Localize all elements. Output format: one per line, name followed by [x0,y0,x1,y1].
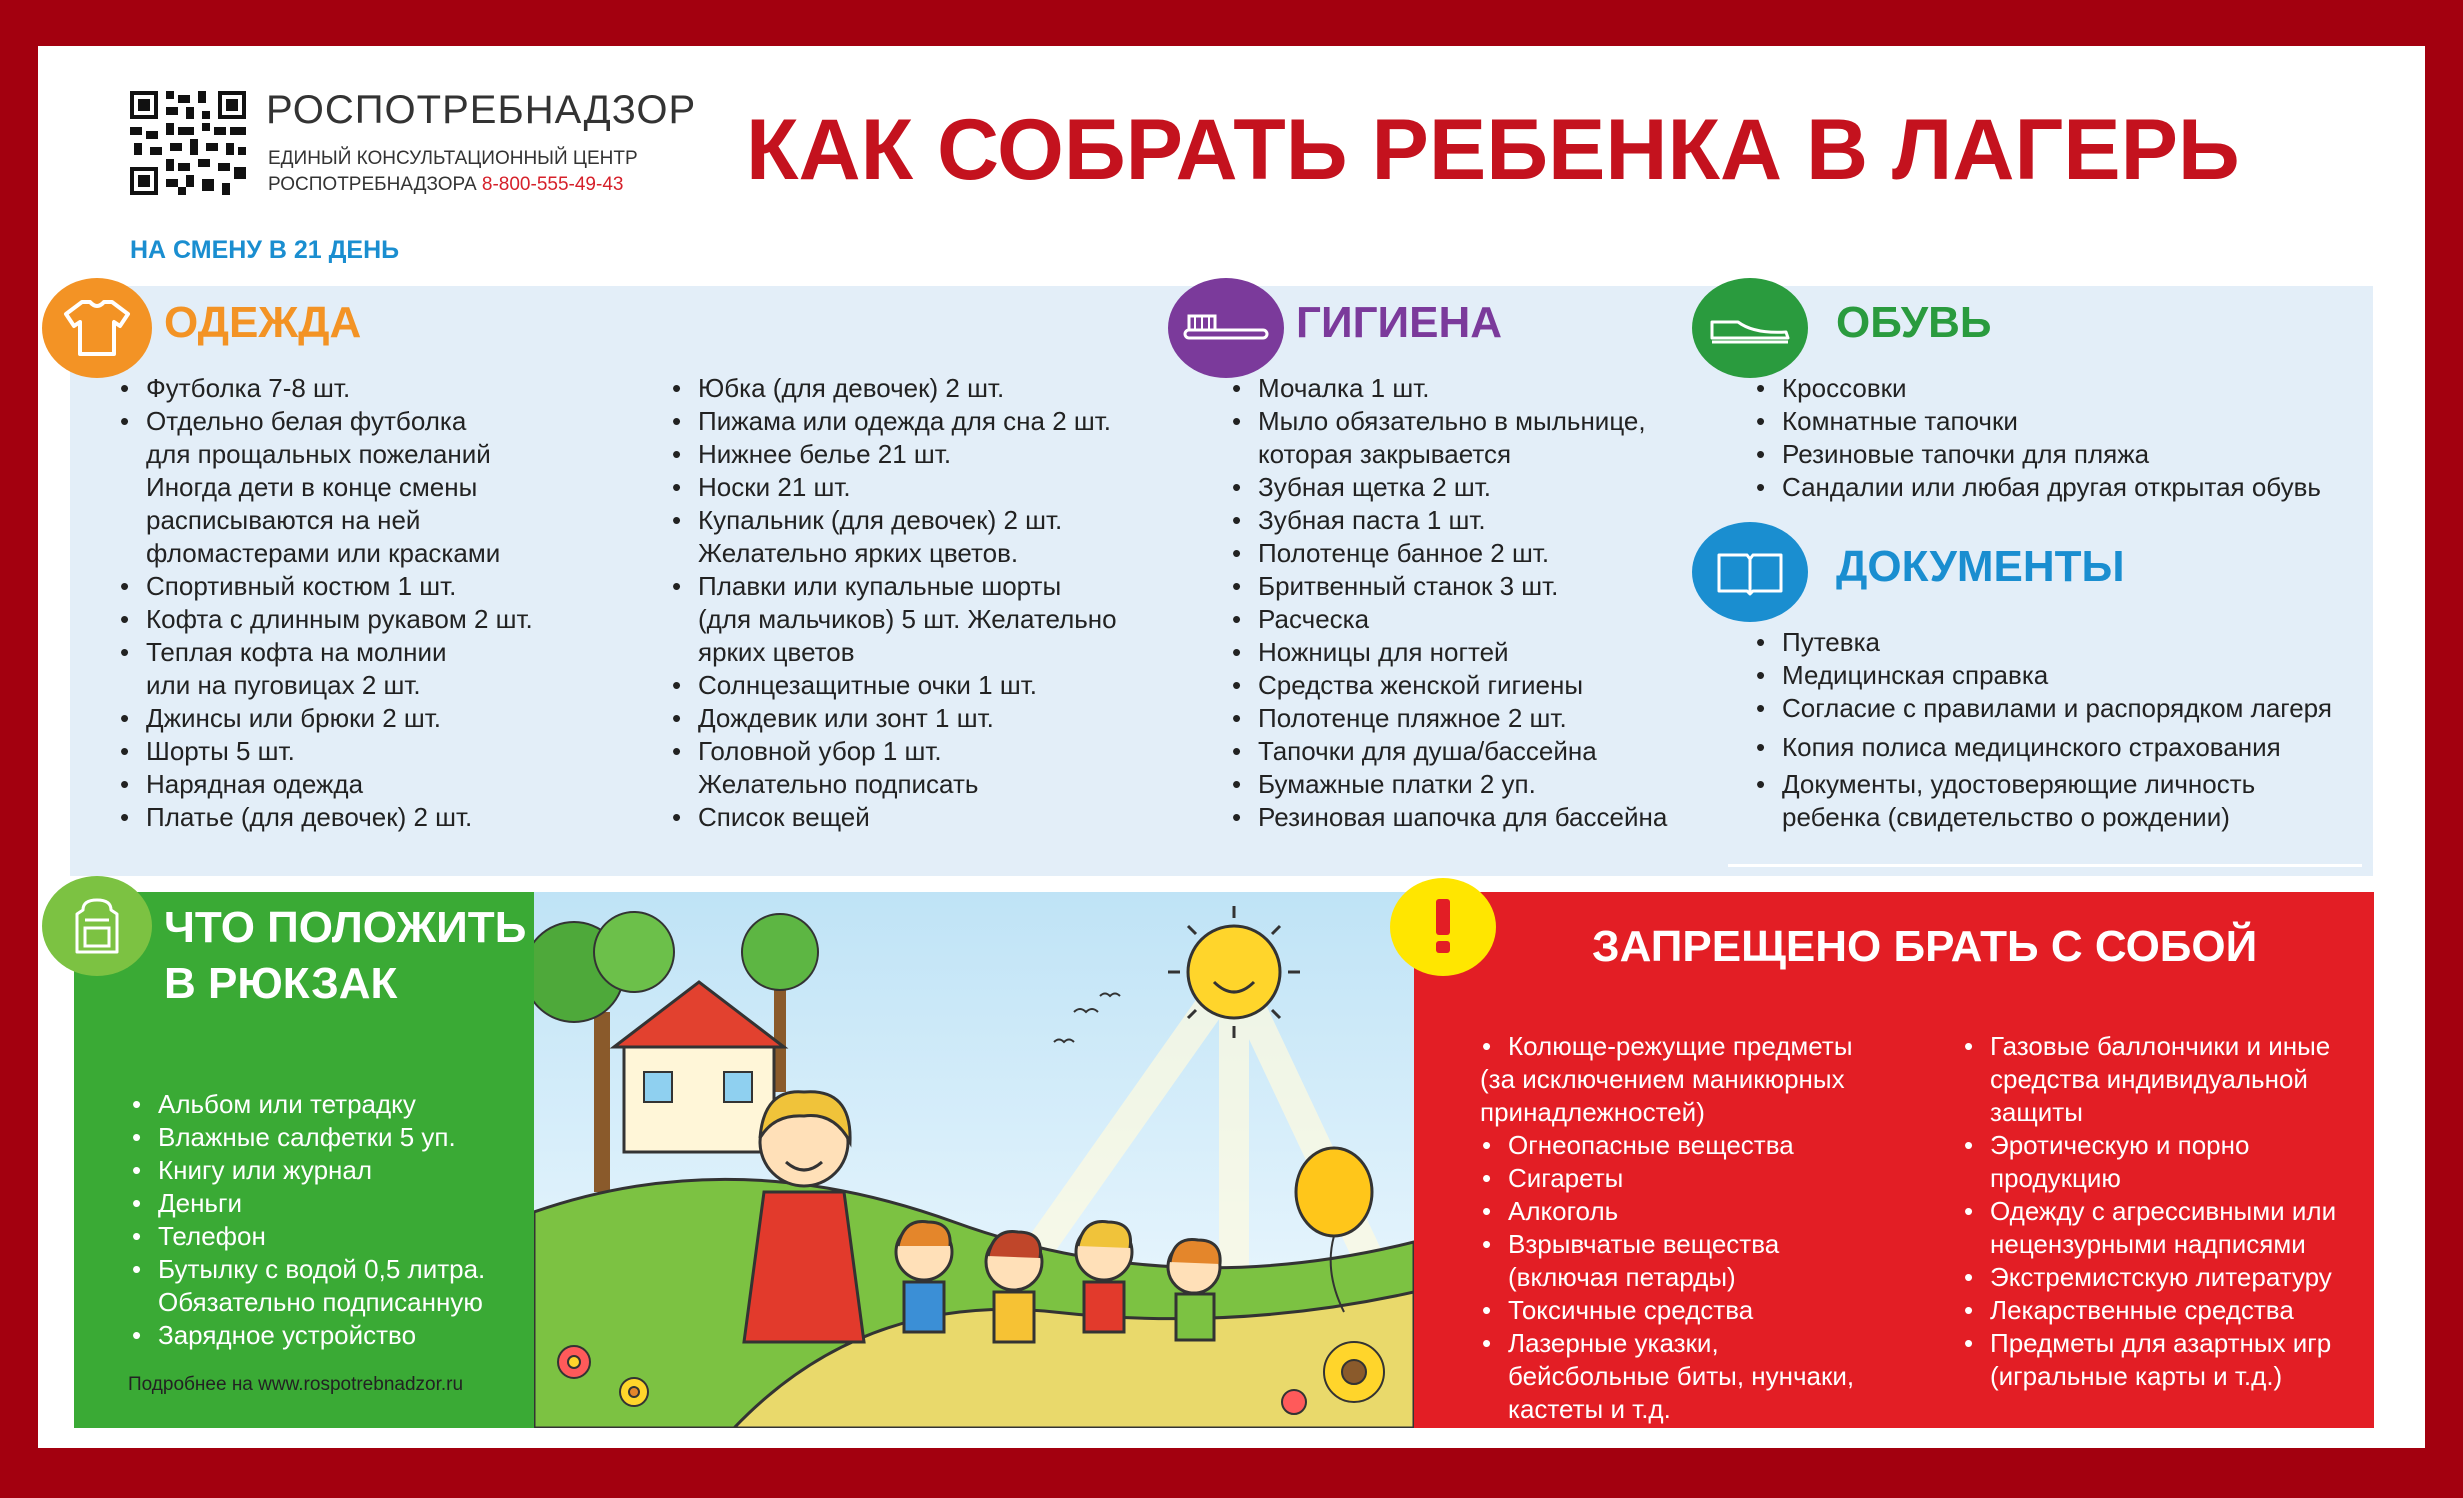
list-item-text: (за исключением маникюрных [1480,1064,1845,1094]
phone-number: 8-800-555-49-43 [481,174,624,195]
list-item: • Сигареты [1480,1162,1854,1195]
list-item-text: или на пуговицах 2 шт. [146,670,421,700]
backpack-heading [164,900,526,1012]
hygiene-heading: ГИГИЕНА [1296,298,1503,347]
list-item-text: продукцию [1990,1163,2121,1193]
footer-link[interactable]: Подробнее на www.rospotrebnadzor.ru [128,1374,464,1395]
list-item: • Мочалка 1 шт. [1230,372,1667,405]
list-item: • Головной убор 1 шт. [670,735,1117,768]
list-item: • Эротическую и порно [1962,1129,2336,1162]
list-item: • Носки 21 шт. [670,471,1117,504]
list-item: • Влажные салфетки 5 уп. [130,1121,485,1154]
list-item: • Зубная щетка 2 шт. [1230,471,1667,504]
backpack-heading-line-2: В РЮКЗАК [164,959,398,1008]
list-item: • Кофта с длинным рукавом 2 шт. [118,603,533,636]
list-item [1480,1063,1854,1096]
list-item: • Алкоголь [1480,1195,1854,1228]
list-item [1480,1261,1854,1294]
list-item [118,471,533,504]
list-item: • Плавки или купальные шорты [670,570,1117,603]
list-item-text: Желательно подписать [698,769,979,799]
list-item-text: (для мальчиков) 5 шт. Желательно [698,604,1117,634]
brand-sub-text: РОСПОТРЕБНАДЗОРА [268,174,477,195]
list-item-text: расписываются на ней [146,505,421,535]
poster [38,46,2425,1448]
list-item: • Согласие с правилами и распорядком лагеря [1754,692,2332,725]
list-item-text: бейсбольные биты, нунчаки, [1508,1361,1855,1391]
list-item: • Лекарственные средства [1962,1294,2336,1327]
list-item: • Платье (для девочек) 2 шт. [118,801,533,834]
list-item: • Экстремистскую литературу [1962,1261,2336,1294]
list-item [118,438,533,471]
list-item [118,504,533,537]
list-item [1480,1393,1854,1426]
list-item: • Зубная паста 1 шт. [1230,504,1667,537]
list-item [670,537,1117,570]
list-item-text: нецензурными надписями [1990,1229,2306,1259]
list-item: • Шорты 5 шт. [118,735,533,768]
page-title: КАК СОБРАТЬ РЕБЕНКА В ЛАГЕРЬ [746,102,2240,198]
list-item: • Комнатные тапочки [1754,405,2321,438]
list-item-text: (игральные карты и т.д.) [1990,1361,2283,1391]
list-item: • Огнеопасные вещества [1480,1129,1854,1162]
list-item: • Бумажные платки 2 уп. [1230,768,1667,801]
brand-sub-line-2 [268,172,638,198]
list-item [1480,1096,1854,1129]
list-item: • Футболка 7-8 шт. [118,372,533,405]
list-item: • Полотенце банное 2 шт. [1230,537,1667,570]
list-item-text: средства индивидуальной [1990,1064,2308,1094]
list-item [1962,1228,2336,1261]
exclamation-icon [1390,878,1496,976]
book-icon [1692,522,1808,622]
list-item: • Отдельно белая футболка [118,405,533,438]
forbidden-heading: ЗАПРЕЩЕНО БРАТЬ С СОБОЙ [1592,922,2258,971]
list-item: • Сандалии или любая другая открытая обувь [1754,471,2321,504]
clothes-list-2 [670,372,1117,834]
list-item: • Мыло обязательно в мыльнице, [1230,405,1667,438]
divider [1728,864,2362,867]
list-item: • Токсичные средства [1480,1294,1854,1327]
list-item: • Бритвенный станок 3 шт. [1230,570,1667,603]
list-item: • Телефон [130,1220,485,1253]
backpack-icon [42,876,152,976]
list-item: • Взрывчатые вещества [1480,1228,1854,1261]
documents-list [1754,626,2332,834]
list-item: • Список вещей [670,801,1117,834]
brand-sub-line-1: ЕДИНЫЙ КОНСУЛЬТАЦИОННЫЙ ЦЕНТР [268,148,638,169]
shoe-icon [1692,278,1808,378]
brand-subtitle [268,146,638,198]
list-item: • Одежду с агрессивными или [1962,1195,2336,1228]
forbidden-list-2 [1962,1030,2336,1393]
list-item: • Теплая кофта на молнии [118,636,533,669]
clothes-heading: ОДЕЖДА [164,298,362,347]
list-item: • Средства женской гигиены [1230,669,1667,702]
list-item [670,768,1117,801]
qr-code-icon [130,91,246,195]
shoes-heading: ОБУВЬ [1836,298,1992,347]
list-item: • Колюще-режущие предметы [1480,1030,1854,1063]
list-item: • Расческа [1230,603,1667,636]
list-item: • Альбом или тетрадку [130,1088,485,1121]
list-item: • Юбка (для девочек) 2 шт. [670,372,1117,405]
brand-name: РОСПОТРЕБНАДЗОР [266,88,697,132]
list-item: • Деньги [130,1187,485,1220]
list-item-text: Иногда дети в конце смены [146,472,478,502]
list-item-text: Обязательно подписанную [158,1287,483,1317]
list-item: • Кроссовки [1754,372,2321,405]
shoes-list [1754,372,2321,504]
list-item [1754,801,2332,834]
backpack-panel [74,892,550,1428]
list-item: • Документы, удостоверяющие личность [1754,768,2332,801]
hygiene-list [1230,372,1667,834]
list-item [118,669,533,702]
list-item [1962,1162,2336,1195]
list-item: • Лазерные указки, [1480,1327,1854,1360]
camp-illustration-icon [534,892,1414,1428]
list-item: • Спортивный костюм 1 шт. [118,570,533,603]
list-item: • Зарядное устройство [130,1319,485,1352]
list-item [118,537,533,570]
list-item-text: Желательно ярких цветов. [698,538,1019,568]
list-item-text: фломастерами или красками [146,538,501,568]
list-item: • Пижама или одежда для сна 2 шт. [670,405,1117,438]
list-item: • Нарядная одежда [118,768,533,801]
list-item: • Медицинская справка [1754,659,2332,692]
list-item [1480,1360,1854,1393]
backpack-list [130,1088,485,1352]
list-item: • Купальник (для девочек) 2 шт. [670,504,1117,537]
list-item: • Газовые баллончики и иные [1962,1030,2336,1063]
forbidden-panel [1414,892,2374,1428]
list-item [670,603,1117,636]
list-item-text: кастеты и т.д. [1508,1394,1671,1424]
list-item-text: для прощальных пожеланий [146,439,491,469]
list-item: • Дождевик или зонт 1 шт. [670,702,1117,735]
list-item: • Резиновая шапочка для бассейна [1230,801,1667,834]
list-item [1962,1063,2336,1096]
list-item: • Солнцезащитные очки 1 шт. [670,669,1117,702]
list-item: • Бутылку с водой 0,5 литра. [130,1253,485,1286]
list-item-text: принадлежностей) [1480,1097,1705,1127]
list-item: • Путевка [1754,626,2332,659]
list-item: • Джинсы или брюки 2 шт. [118,702,533,735]
teacher-icon [744,1092,864,1342]
list-item: • Копия полиса медицинского страхования [1754,731,2332,764]
list-item [670,636,1117,669]
list-item-text: защиты [1990,1097,2083,1127]
backpack-heading-line-1: ЧТО ПОЛОЖИТЬ [164,903,527,952]
tshirt-icon [42,278,152,378]
list-item: • Нижнее белье 21 шт. [670,438,1117,471]
list-item [1962,1096,2336,1129]
list-item-text: ребенка (свидетельство о рождении) [1782,802,2230,832]
list-item: • Полотенце пляжное 2 шт. [1230,702,1667,735]
list-item: • Книгу или журнал [130,1154,485,1187]
list-item: • Ножницы для ногтей [1230,636,1667,669]
list-item [1230,438,1667,471]
list-item-text: которая закрывается [1258,439,1512,469]
clothes-list-1 [118,372,533,834]
list-item: • Предметы для азартных игр [1962,1327,2336,1360]
forbidden-list-1 [1480,1030,1854,1426]
list-item [130,1286,485,1319]
list-item: • Резиновые тапочки для пляжа [1754,438,2321,471]
toothbrush-icon [1168,278,1284,378]
list-item-text: ярких цветов [698,637,855,667]
list-item: • Тапочки для душа/бассейна [1230,735,1667,768]
list-item [1962,1360,2336,1393]
page-subtitle: НА СМЕНУ В 21 ДЕНЬ [130,236,400,264]
list-item-text: (включая петарды) [1508,1262,1736,1292]
documents-heading: ДОКУМЕНТЫ [1836,542,2125,591]
